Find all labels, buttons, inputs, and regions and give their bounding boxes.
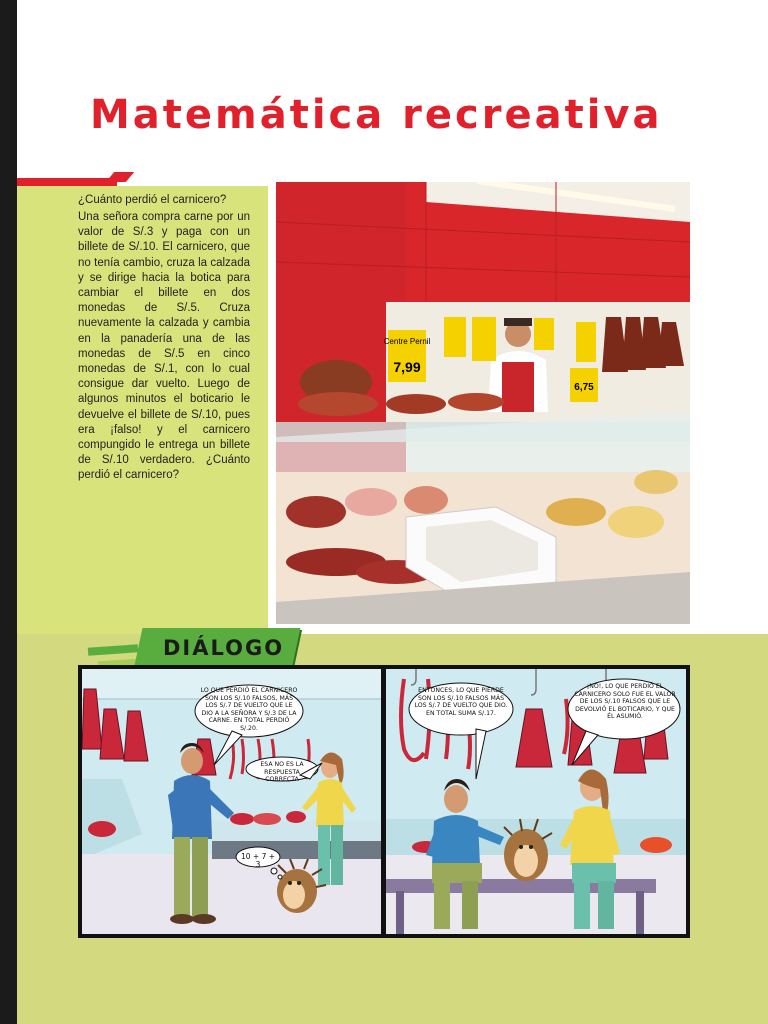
speech-bubble-woman: ¡NO!, LO QUE PERDIÓ EL CARNICERO SOLO FUE EL VALOR DE LOS S/.10 FALSOS QUE LE DEVOLVIÓ EL BOTICARIO, Y QUE ÉL ASUMIÓ.	[574, 683, 676, 721]
comic-panel-1	[82, 669, 381, 934]
problem-text: Una señora compra carne por un valor de S/.3 y paga con un billete de S/.10. El carnicero, que no tenía cambio, cruza la calzada y se dirige hacia la botica para cambiar el billete en dos monedas de S/.5. Cruza nuevamente la calzada y cambia en la panadería una de las monedas de S/.5 en cinco monedas de S/.1, con lo cual consigue dar vuelto. Luego de algunos minutos el boticario le devuelve el billete de S/.10, pues era ¡falso! y el carnicero compungido le entrega un billete de S/.10 verdadero. ¿Cuánto perdió el carnicero?	[78, 211, 250, 482]
speech-bubble-woman: ESA NO ES LA RESPUESTA CORRECTA	[260, 761, 304, 784]
dialog-tab-label: DIÁLOGO	[163, 636, 285, 660]
speech-bubble-man: ENTONCES, LO QUE PIERDE SON LOS S/.10 FALSOS MÁS LOS S/.7 DE VUELTO QUE DIO. EN TOTAL SUMA S/.17.	[414, 687, 508, 717]
problem-question: ¿Cuánto perdió el carnicero?	[78, 194, 227, 206]
comic-strip	[78, 665, 690, 938]
speech-bubble-man: LO QUE PERDIÓ EL CARNICERO SON LOS S/.10 FALSOS, MÁS LOS S/.7 DE VUELTO QUE LE DIO A LA SEÑORA Y S/.3 DE LA CARNE. EN TOTAL PERDIÓ S/.20.	[200, 687, 298, 732]
page-title: Matemática recreativa	[90, 92, 663, 138]
thought-bubble: 10 + 7 + 3	[240, 852, 276, 869]
sign-label: Centre Pernil	[383, 337, 431, 346]
comic-panel-2	[386, 669, 686, 934]
butcher-shop-photo	[276, 182, 690, 624]
sign-price: 6,75	[574, 382, 594, 393]
price-sign	[570, 368, 598, 402]
red-divider	[17, 178, 117, 186]
page-spine	[0, 0, 17, 1024]
sign-price: 7,99	[393, 359, 421, 375]
red-divider-accent	[106, 172, 134, 182]
price-sign	[384, 330, 431, 382]
